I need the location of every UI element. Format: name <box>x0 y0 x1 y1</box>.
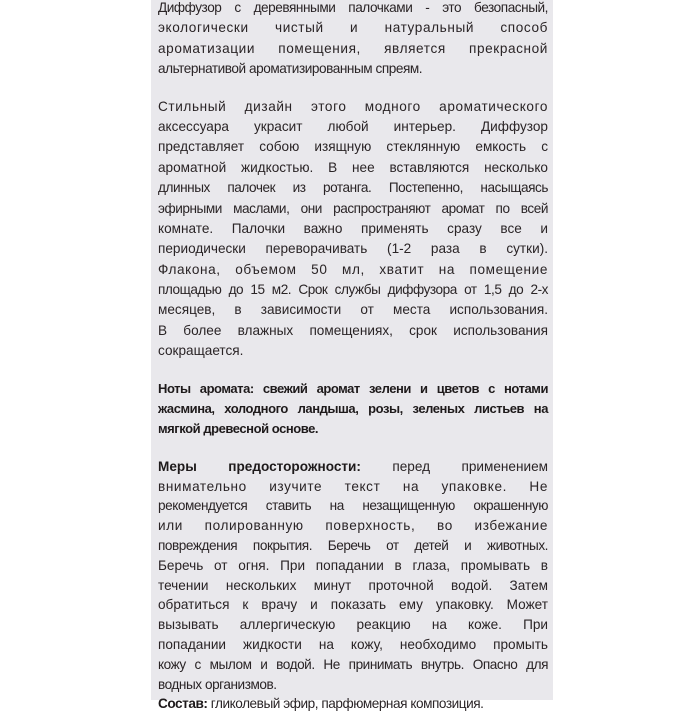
text-line: ароматизации помещения, является прекрасной <box>158 40 548 56</box>
text-line: течении нескольких минут проточной водой. Затем <box>158 577 548 593</box>
text-line: представляет собою изящную стеклянную емкость с <box>158 139 548 155</box>
text-line: экологически чистый и натуральный способ <box>158 20 548 36</box>
text-line: обратиться к врачу и показать ему упаковку. Может <box>158 597 548 613</box>
fragrance-notes-paragraph <box>158 379 548 440</box>
text-line: площадью до 15 м2. Срок службы диффузора от 1,5 до 2-х <box>158 282 548 298</box>
text-line: длинных палочек из ротанга. Постепенно, насыщаясь <box>158 180 548 196</box>
text-line: периодически переворачивать (1-2 раза в сутки). <box>158 241 548 257</box>
composition-heading: Состав: <box>158 696 208 712</box>
text-line: Беречь от огня. При попадании в глаза, промывать в <box>158 557 548 573</box>
text-line: комнате. Палочки важно применять сразу все и <box>158 220 548 236</box>
text-line: попадании жидкости на кожу, необходимо промыть <box>158 636 548 652</box>
text-line <box>158 457 548 477</box>
text-line: Стильный дизайн этого модного ароматического <box>158 98 548 114</box>
text-fragment: гликолевый эфир, парфюмерная композиция. <box>207 696 484 712</box>
text-line: Ноты аромата: свежий аромат зелени и цветов с нотами <box>158 380 548 396</box>
text-line: кожу с мылом и водой. Не принимать внутрь. Опасно для <box>158 656 548 672</box>
intro-paragraph <box>158 0 548 80</box>
text-line: вызывать аллергическую реакцию на коже. При <box>158 617 548 633</box>
text-line: Флакона, объемом 50 мл, хватит на помещение <box>158 261 548 277</box>
text-fragment: перед применением <box>360 458 548 474</box>
precautions-paragraph <box>158 457 548 714</box>
text-line: Диффузор с деревянными палочками - это безопасный, <box>158 0 548 15</box>
text-line: ароматной жидкостью. В нее вставляются несколько <box>158 159 548 175</box>
text-line: альтернативой ароматизированным спреям. <box>158 61 423 77</box>
design-paragraph <box>158 97 548 362</box>
text-line: повреждения покрытия. Беречь от детей и животных. <box>158 538 548 553</box>
text-line: В более влажных помещениях, срок использования <box>158 322 548 338</box>
text-line: внимательно изучите текст на упаковке. Не <box>158 478 548 494</box>
text-line: или полированную поверхность, во избежание <box>158 518 548 534</box>
precautions-heading: Меры предосторожности: <box>158 458 361 474</box>
text-line: аксессуара украсит любой интерьер. Диффузор <box>158 118 548 134</box>
text-line: жасмина, холодного ландыша, розы, зеленых листьев на <box>158 401 548 417</box>
text-line: мягкой древесной основе. <box>158 421 319 437</box>
composition-line <box>158 694 548 714</box>
text-line: водных организмов. <box>158 676 277 692</box>
text-line: рекомендуется ставить на незащищенную окрашенную <box>158 498 548 514</box>
text-line: эфирными маслами, они распространяют аромат по всей <box>158 200 548 216</box>
text-line: месяцев, в зависимости от места использования. <box>158 302 548 318</box>
text-line: сокращается. <box>158 343 244 359</box>
product-description <box>158 0 548 714</box>
